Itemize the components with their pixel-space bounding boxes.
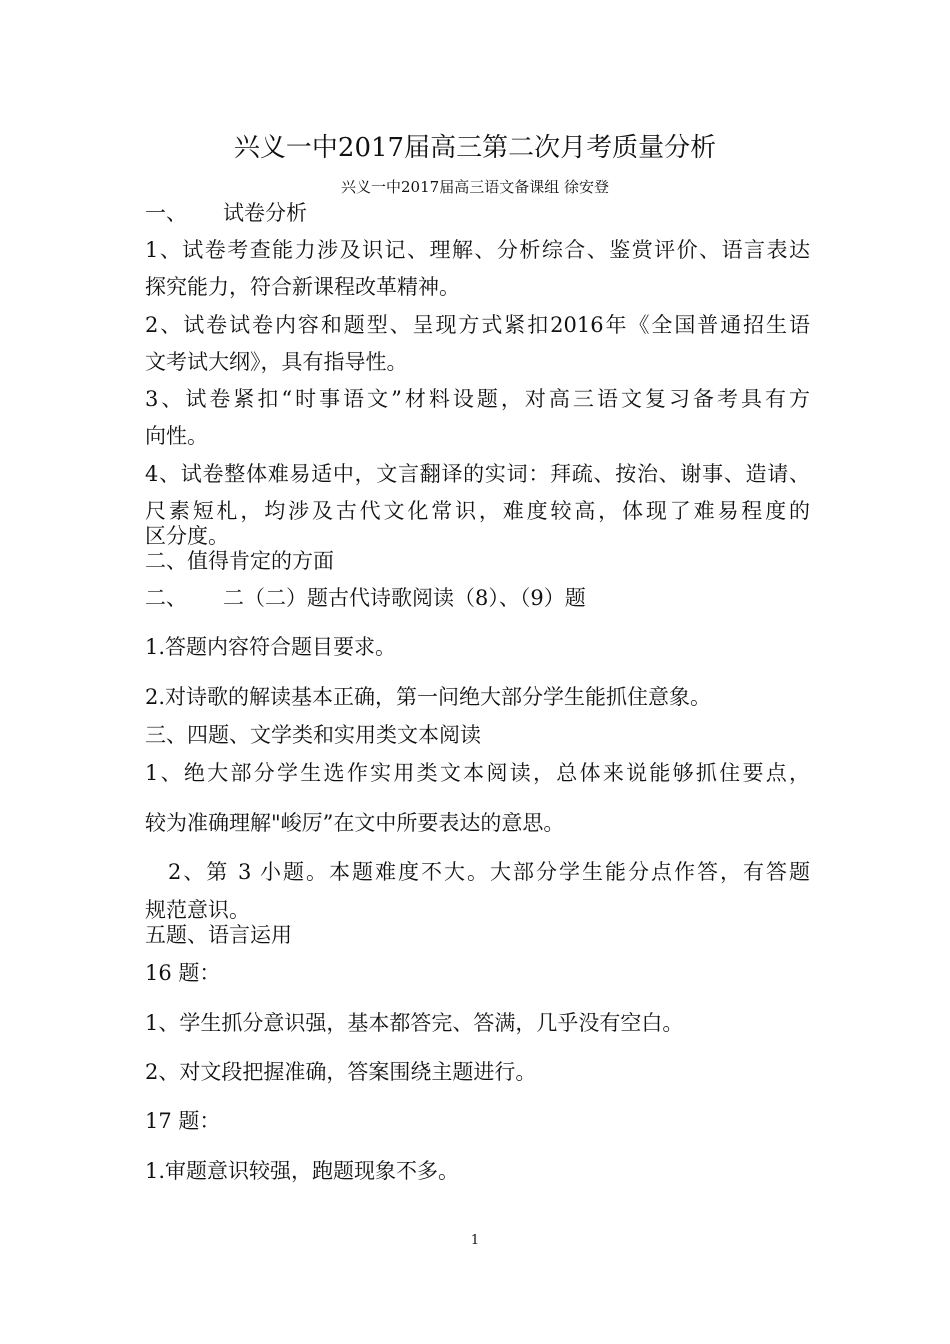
- text-line: 1、试卷考查能力涉及识记、理解、分析综合、鉴赏评价、语言表达: [145, 238, 810, 262]
- section-heading: 五题、语言运用: [145, 923, 292, 947]
- text-line: 尺素短札，均涉及古代文化常识，难度较高，体现了难易程度的: [145, 499, 810, 523]
- document-subtitle: 兴义一中2017届高三语文备课组 徐安登: [341, 178, 609, 196]
- section-heading: 三、四题、文学类和实用类文本阅读: [145, 723, 481, 747]
- document-title: 兴义一中2017届高三第二次月考质量分析: [233, 133, 717, 163]
- text-line: 2.对诗歌的解读基本正确，第一问绝大部分学生能抓住意象。: [145, 685, 712, 709]
- text-line: 较为准确理解"峻厉”在文中所要表达的意思。: [145, 811, 565, 835]
- section-title: 二（二）题古代诗歌阅读（8）、（9）题: [223, 586, 586, 610]
- text-line: 1.审题意识较强，跑题现象不多。: [145, 1159, 460, 1183]
- section-heading-analysis: [145, 198, 810, 228]
- question-label: 17 题：: [145, 1109, 221, 1133]
- section-number: 二、: [145, 586, 187, 610]
- text-line: 向性。: [145, 424, 208, 448]
- text-line: 3、试卷紧扣“时事语文”材料设题，对高三语文复习备考具有方: [145, 387, 810, 411]
- section-heading: 二、值得肯定的方面: [145, 549, 334, 573]
- text-line: 1、学生抓分意识强，基本都答完、答满，几乎没有空白。: [145, 1011, 684, 1035]
- section-title: 试卷分析: [223, 201, 307, 225]
- text-line: 区分度。: [145, 524, 229, 548]
- text-line: 规范意识。: [145, 898, 250, 922]
- text-line: 2、对文段把握准确，答案围绕主题进行。: [145, 1060, 537, 1084]
- text-line: 2、试卷试卷内容和题型、呈现方式紧扣2016年《全国普通招生语: [145, 313, 810, 337]
- text-line: 1、绝大部分学生选作实用类文本阅读，总体来说能够抓住要点，: [145, 761, 810, 785]
- question-label: 16 题：: [145, 961, 221, 985]
- section-number: 一、: [145, 201, 187, 225]
- text-line: 文考试大纲》，具有指导性。: [145, 350, 408, 374]
- text-line: 1.答题内容符合题目要求。: [145, 635, 397, 659]
- text-line: 4、试卷整体难易适中，文言翻译的实词：拜疏、按治、谢事、造请、: [145, 462, 810, 486]
- text-line: 探究能力，符合新课程改革精神。: [145, 275, 460, 299]
- page-number: 1: [470, 1233, 480, 1248]
- text-line: 2、第 3 小题。本题难度不大。大部分学生能分点作答，有答题: [168, 860, 810, 884]
- section-heading-poetry: [145, 583, 810, 613]
